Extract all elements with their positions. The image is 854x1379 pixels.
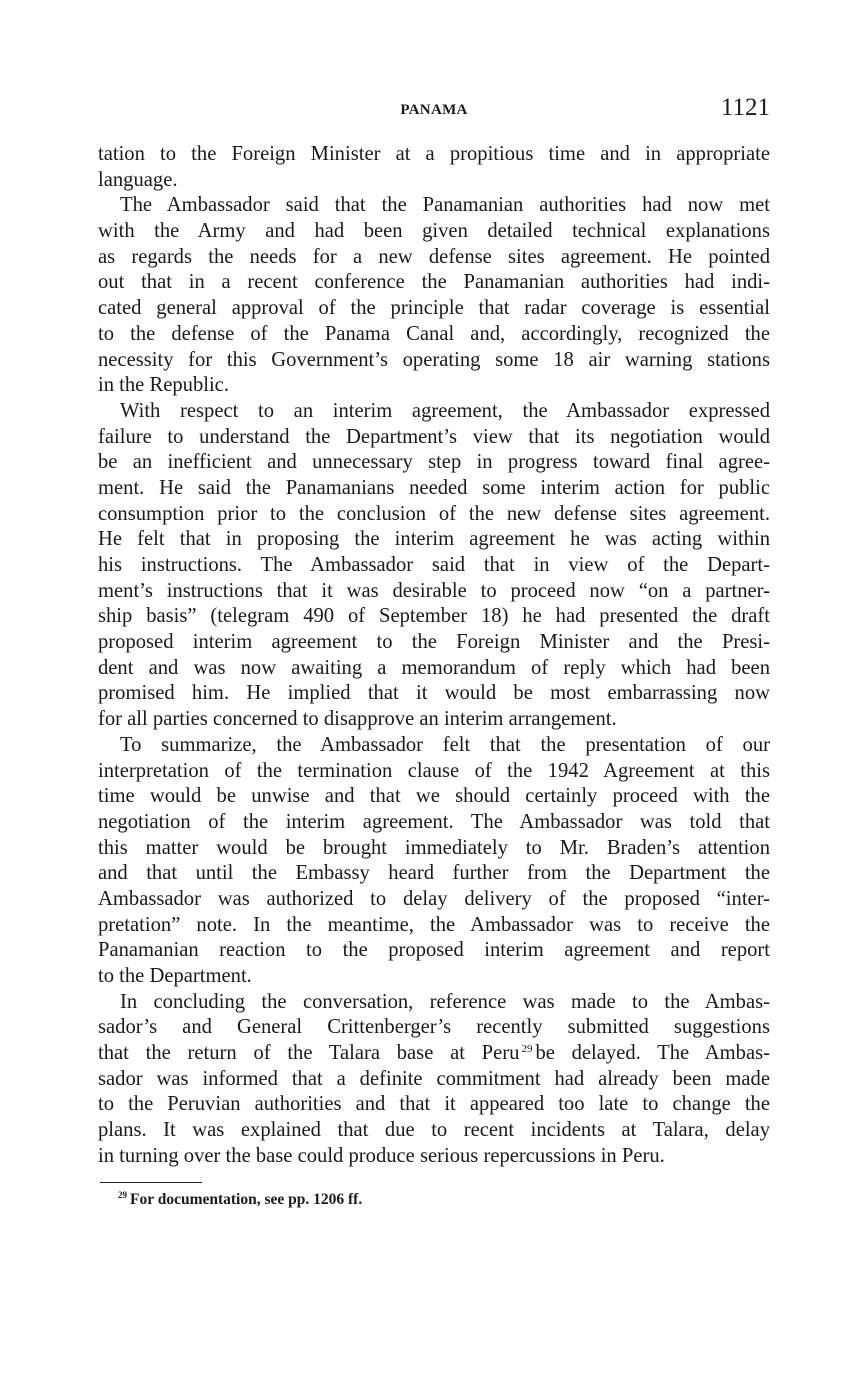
page-number: 1121 <box>720 94 770 121</box>
text-line: his instructions. The Ambassador said that in view of the Depart- <box>98 554 770 576</box>
text-line: for all parties concerned to disapprove an interim arrangement. <box>98 708 617 731</box>
text-line: With respect to an interim agreement, the Ambassador expressed <box>120 399 770 422</box>
text-line: The Ambassador said that the Panamanian authorities had now met <box>120 194 770 217</box>
text-line: to the Peruvian authorities and that it appeared too late to change the <box>98 1093 770 1116</box>
text-line: ment’s instructions that it was desirable to proceed now “on a partner- <box>98 579 770 602</box>
text-line: He felt that in proposing the interim agreement he was acting within <box>98 528 770 551</box>
text-line: with the Army and had been given detailed technical explanations <box>98 220 770 243</box>
text-line: in the Republic. <box>98 374 229 397</box>
text-line: time would be unwise and that we should certainly proceed with the <box>98 785 770 808</box>
running-head-title: PANAMA <box>400 102 468 118</box>
text-line: negotiation of the interim agreement. The Ambassador was told that <box>98 810 770 833</box>
text-line: out that in a recent conference the Panamanian authorities had indi- <box>98 271 770 294</box>
text-line: consumption prior to the conclusion of the new defense sites agreement. <box>98 502 770 525</box>
text-line: and that until the Embassy heard further from the Department the <box>98 862 770 885</box>
text-segment: be delayed. The Ambas- <box>535 1042 770 1065</box>
text-line: To summarize, the Ambassador felt that the presentation of our <box>120 733 770 756</box>
text-line: Ambassador was authorized to delay delivery of the proposed “inter- <box>98 887 770 910</box>
footnote-reference: 29 <box>521 1043 533 1056</box>
text-line: to the defense of the Panama Canal and, accordingly, recognized the <box>98 322 770 345</box>
footnote-text: For documentation, see pp. 1206 ff. <box>130 1191 363 1208</box>
text-line: tation to the Foreign Minister at a propitious time and in appropriate <box>98 143 770 165</box>
text-segment: that the return of the Talara base at Peru <box>98 1042 520 1065</box>
text-line: be an inefficient and unnecessary step in progress toward final agree- <box>98 451 770 474</box>
text-line: pretation” note. In the meantime, the Ambassador was to receive the <box>98 913 770 936</box>
text-line: ship basis” (telegram 490 of September 18) he had presented the draft <box>98 605 770 628</box>
paragraph <box>98 990 770 1170</box>
paragraph <box>98 193 770 399</box>
footnote <box>118 1190 362 1209</box>
text-line: dent and was now awaiting a memorandum of reply which had been <box>98 656 770 679</box>
footnote-number: 29 <box>118 1190 127 1200</box>
text-line: this matter would be brought immediately to Mr. Braden’s attention <box>98 836 770 859</box>
text-line: In concluding the conversation, reference was made to the Ambas- <box>120 990 770 1013</box>
text-line <box>98 1041 770 1067</box>
paragraph <box>98 142 770 193</box>
text-line: sador was informed that a definite commitment had already been made <box>98 1067 770 1090</box>
text-line: necessity for this Government’s operating some 18 air warning stations <box>98 348 770 371</box>
paragraph <box>98 399 770 733</box>
text-line: as regards the needs for a new defense sites agreement. He pointed <box>98 245 770 268</box>
text-line: sador’s and General Crittenberger’s recently submitted suggestions <box>98 1016 770 1039</box>
text-line: interpretation of the termination clause of the 1942 Agreement at this <box>98 759 770 782</box>
body-text <box>98 142 770 1170</box>
text-line: plans. It was explained that due to recent incidents at Talara, delay <box>98 1119 770 1142</box>
text-line: to the Department. <box>98 965 252 987</box>
running-head <box>98 96 770 126</box>
text-line: cated general approval of the principle that radar coverage is essential <box>98 297 770 320</box>
text-line: proposed interim agreement to the Foreign Minister and the Presi- <box>98 631 770 654</box>
text-line: failure to understand the Department’s view that its negotiation would <box>98 425 770 448</box>
text-line: promised him. He implied that it would be most embarrassing now <box>98 682 770 705</box>
text-line: in turning over the base could produce serious repercussions in Peru. <box>98 1144 665 1167</box>
text-line: Panamanian reaction to the proposed interim agreement and report <box>98 939 770 962</box>
text-line: language. <box>98 168 178 191</box>
paragraph <box>98 733 770 990</box>
text-line: ment. He said the Panamanians needed some interim action for public <box>98 476 770 499</box>
footnote-divider <box>100 1182 202 1183</box>
